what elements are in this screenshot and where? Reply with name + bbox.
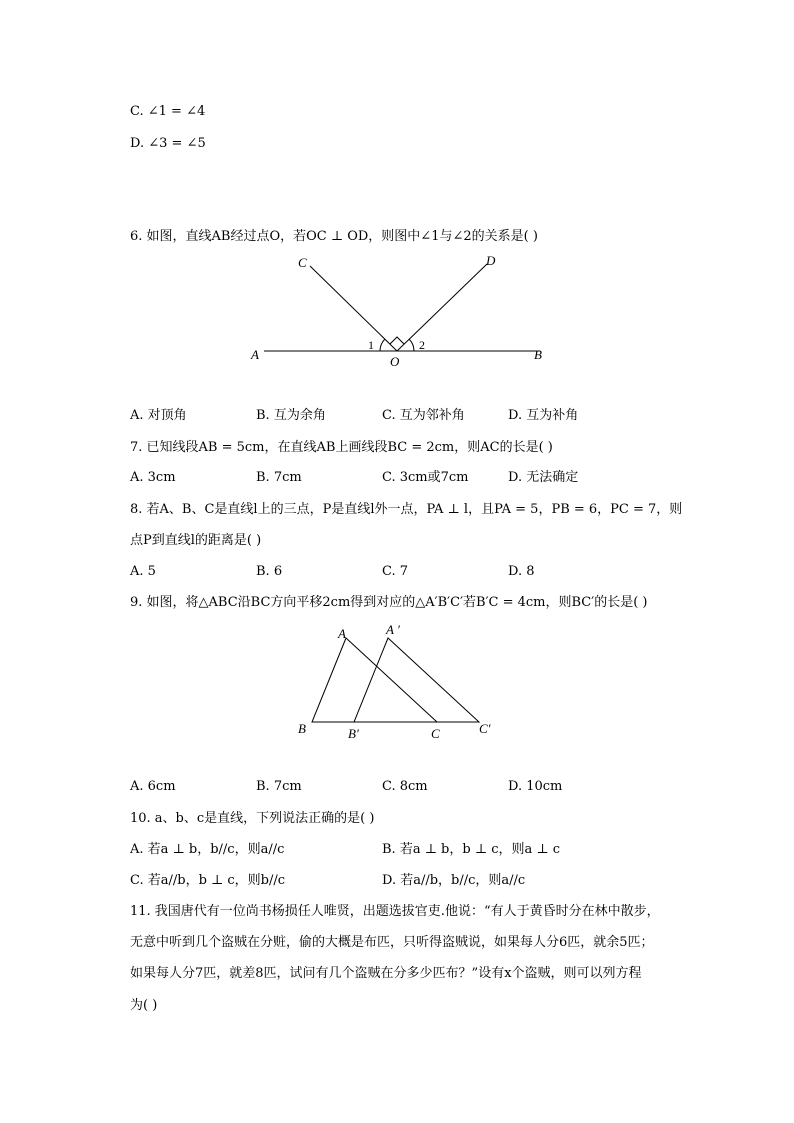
q6-stem: 6. 如图，直线AB经过点O，若OC ⊥ OD，则图中∠1与∠2的关系是( ) [130, 229, 538, 244]
label-c: C [431, 726, 440, 741]
q8-stem-line1: 8. 若A、B、C是直线l上的三点，P是直线l外一点，PA ⊥ l，且PA = 5，PB = 6，PC = 7，则 [130, 502, 683, 517]
label-a-prime: A ′ [386, 622, 400, 637]
q8-option-d: D. 8 [508, 564, 535, 579]
q6-option-a: A. 对顶角 [130, 408, 187, 423]
q8-option-c: C. 7 [382, 564, 409, 579]
label-b: B [534, 347, 542, 362]
q9-figure [290, 618, 510, 744]
q6-option-b: B. 互为余角 [256, 408, 326, 423]
q10-option-c: C. 若a//b，b ⊥ c，则b//c [130, 873, 286, 888]
angle-1-arc [380, 339, 385, 351]
label-b: B [298, 721, 306, 736]
label-d: D [486, 253, 496, 268]
q11-line1: 11. 我国唐代有一位尚书杨损任人唯贤，出题选拔官吏.他说：“有人于黄昏时分在林中散步， [130, 904, 660, 919]
q7-option-c: C. 3cm或7cm [382, 470, 469, 485]
label-o: O [390, 354, 400, 369]
q6-option-d: D. 互为补角 [508, 408, 579, 423]
q11-line4: 为( ) [130, 998, 158, 1013]
q8-option-a: A. 5 [130, 564, 156, 579]
ray-od [397, 264, 487, 351]
q9-option-a: A. 6cm [130, 779, 176, 794]
label-b-prime: B′ [348, 726, 359, 741]
q11-line3: 如果每人分7匹，就差8匹，试问有几个盗贼在分多少匹布？”设有x个盗贼，则可以列方程 [130, 966, 642, 981]
label-c-prime: C′ [479, 721, 491, 736]
triangle-a2b2c2 [354, 638, 479, 722]
right-angle-mark [390, 337, 404, 344]
q7-stem: 7. 已知线段AB = 5cm，在直线AB上画线段BC = 2cm，则AC的长是( ) [130, 440, 553, 455]
ray-oc [310, 266, 397, 351]
triangle-abc [312, 638, 437, 722]
q6-figure [240, 250, 560, 375]
label-angle-1: 1 [368, 338, 374, 352]
q9-option-d: D. 10cm [508, 779, 563, 794]
q10-stem: 10. a、b、c是直线，下列说法正确的是( ) [130, 811, 375, 826]
label-c: C [298, 255, 307, 270]
q11-line2: 无意中听到几个盗贼在分赃，偷的大概是布匹，只听得盗贼说，如果每人分6匹，就余5匹； [130, 935, 654, 950]
q9-option-c: C. 8cm [382, 779, 428, 794]
angle-2-arc [409, 339, 414, 351]
label-a: A [251, 347, 259, 362]
q9-stem: 9. 如图，将△ABC沿BC方向平移2cm得到对应的△A′B′C′若B′C = 4cm，则BC′的长是( ) [130, 595, 648, 610]
q8-stem-line2: 点P到直线l的距离是( ) [130, 533, 262, 548]
q5-option-d: D. ∠3 = ∠5 [130, 136, 206, 151]
q10-option-d: D. 若a//b，b//c，则a//c [382, 873, 526, 888]
q10-option-a: A. 若a ⊥ b，b//c，则a//c [130, 842, 285, 857]
q9-option-b: B. 7cm [256, 779, 302, 794]
q6-option-c: C. 互为邻补角 [382, 408, 465, 423]
label-a: A [338, 626, 346, 641]
q7-option-b: B. 7cm [256, 470, 302, 485]
q7-option-a: A. 3cm [130, 470, 176, 485]
q8-option-b: B. 6 [256, 564, 283, 579]
q10-option-b: B. 若a ⊥ b，b ⊥ c，则a ⊥ c [382, 842, 560, 857]
q7-option-d: D. 无法确定 [508, 470, 579, 485]
label-angle-2: 2 [419, 338, 425, 352]
q5-option-c: C. ∠1 = ∠4 [130, 104, 206, 119]
